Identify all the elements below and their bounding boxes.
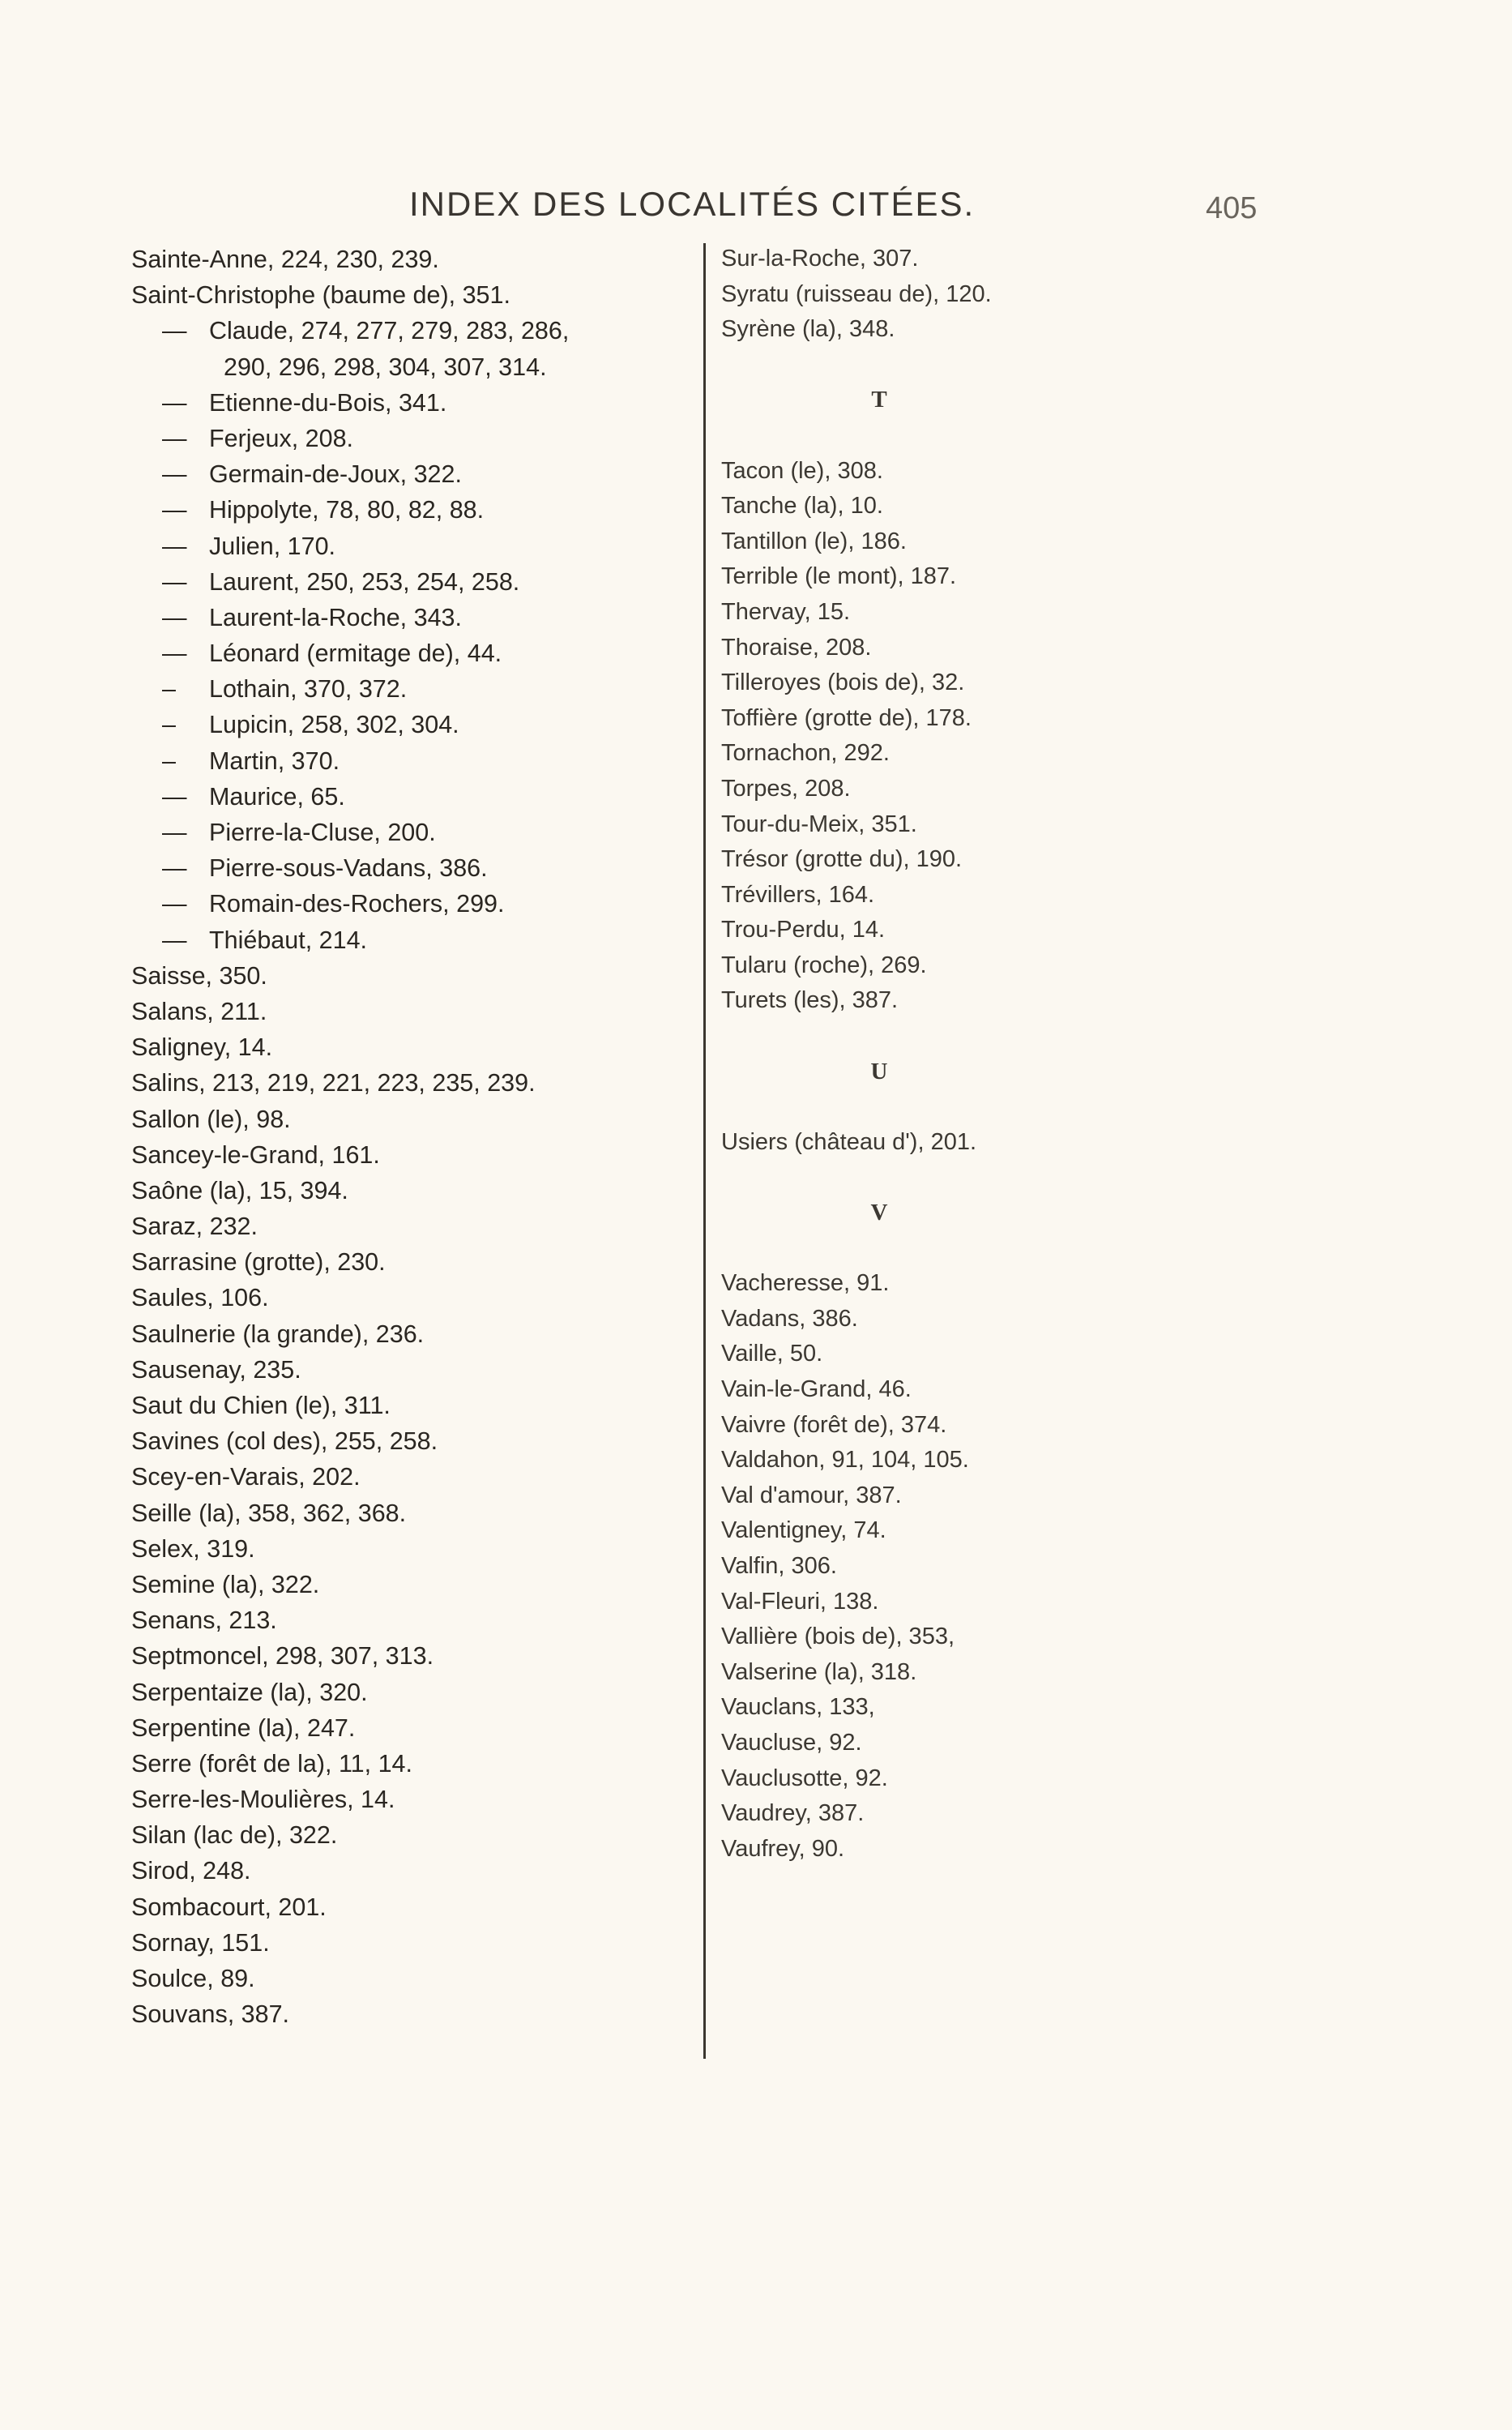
- ditto-dash: —: [162, 890, 187, 918]
- index-entry: Serpentine (la), 247.: [131, 1713, 356, 1742]
- index-entry: Sainte-Anne, 224, 230, 239.: [131, 246, 439, 273]
- index-entry: Savines (col des), 255, 258.: [131, 1427, 438, 1456]
- index-entry: Terrible (le mont), 187.: [721, 563, 957, 590]
- index-subentry: [131, 743, 715, 779]
- index-entry: Sallon (le), 98.: [131, 1105, 291, 1133]
- index-entry: Seille (la), 358, 362, 368.: [131, 1499, 407, 1527]
- index-subentry-text: Julien, 170.: [209, 532, 335, 560]
- index-subentry-text: Lupicin, 258, 302, 304.: [209, 711, 459, 739]
- index-entry: Val-Fleuri, 138.: [721, 1588, 879, 1615]
- spacer: [721, 418, 1110, 454]
- section-letter: U: [870, 1058, 888, 1085]
- index-entry: Vain-le-Grand, 46.: [721, 1376, 912, 1402]
- index-subentry: [131, 707, 715, 742]
- ditto-dash: —: [162, 926, 187, 954]
- index-subentry: [131, 779, 715, 815]
- index-subentry: [131, 385, 715, 421]
- index-entry: Saulnerie (la grande), 236.: [131, 1320, 425, 1348]
- index-entry: Sur-la-Roche, 307.: [721, 246, 919, 272]
- index-entry: Tornachon, 292.: [721, 740, 890, 767]
- index-subentry-text: Léonard (ermitage de), 44.: [209, 640, 502, 668]
- index-subentry: [131, 635, 715, 671]
- index-entry: Souvans, 387.: [131, 2000, 290, 2029]
- index-subentry: [131, 850, 715, 886]
- index-entry: Soulce, 89.: [131, 1965, 255, 1992]
- index-subentry: [131, 922, 715, 958]
- index-subentry: [131, 313, 715, 349]
- index-entry: Sausenay, 235.: [131, 1355, 301, 1384]
- ditto-dash: —: [162, 496, 187, 524]
- index-entry: Trévillers, 164.: [721, 881, 875, 908]
- ditto-dash: —: [162, 782, 187, 811]
- index-entry: Septmoncel, 298, 307, 313.: [131, 1642, 434, 1671]
- index-subentry: [131, 492, 715, 528]
- index-entry: Serpentaize (la), 320.: [131, 1678, 368, 1706]
- index-entry: Syratu (ruisseau de), 120.: [721, 280, 992, 307]
- spacer: [721, 1160, 1110, 1196]
- index-entry: Trou-Perdu, 14.: [721, 917, 886, 943]
- ditto-dash: —: [162, 854, 187, 883]
- index-entry: Saint-Christophe (baume de), 351.: [131, 281, 510, 310]
- spacer: [721, 1089, 1110, 1125]
- index-entry: Saligney, 14.: [131, 1033, 273, 1062]
- index-subentry: [131, 564, 715, 600]
- index-entry: Tularu (roche), 269.: [721, 952, 927, 978]
- section-letter: V: [870, 1200, 888, 1226]
- section-letter: T: [871, 387, 887, 413]
- index-subentry: [131, 886, 715, 922]
- index-entry: Saut du Chien (le), 311.: [131, 1392, 391, 1419]
- index-subentry: [131, 600, 715, 635]
- index-entry: Scey-en-Varais, 202.: [131, 1463, 361, 1491]
- ditto-dash: —: [162, 388, 187, 417]
- index-entry: Trésor (grotte du), 190.: [721, 846, 963, 873]
- ditto-dash: –: [162, 747, 176, 775]
- index-column-right: [721, 242, 1110, 1867]
- index-entry: Salins, 213, 219, 221, 223, 235, 239.: [131, 1069, 536, 1097]
- ditto-dash: —: [162, 567, 187, 596]
- ditto-dash: —: [162, 424, 187, 452]
- index-subentry-text: Martin, 370.: [209, 747, 340, 775]
- index-subentry-text: Hippolyte, 78, 80, 82, 88.: [209, 496, 485, 524]
- index-entry: Vauclusotte, 92.: [721, 1765, 888, 1791]
- index-entry-continuation: 290, 296, 298, 304, 307, 314.: [224, 353, 547, 381]
- index-entry: Vauclans, 133,: [721, 1694, 875, 1721]
- index-entry: Selex, 319.: [131, 1534, 255, 1563]
- index-subentry-text: Pierre-la-Cluse, 200.: [209, 819, 436, 846]
- column-divider: [703, 243, 706, 2059]
- index-subentry: [131, 456, 715, 492]
- index-entry: Valserine (la), 318.: [721, 1658, 917, 1685]
- index-entry: Val d'amour, 387.: [721, 1482, 902, 1508]
- index-entry: Usiers (château d'), 201.: [721, 1128, 977, 1155]
- index-entry: Saône (la), 15, 394.: [131, 1176, 348, 1204]
- ditto-dash: —: [162, 640, 187, 668]
- index-entry: Valfin, 306.: [721, 1552, 837, 1579]
- index-entry: Tour-du-Meix, 351.: [721, 811, 917, 837]
- index-entry: Turets (les), 387.: [721, 987, 899, 1014]
- index-entry: Tacon (le), 308.: [721, 457, 883, 484]
- index-entry: Thoraise, 208.: [721, 634, 872, 661]
- ditto-dash: —: [162, 603, 187, 631]
- index-entry: Serre (forêt de la), 11, 14.: [131, 1749, 412, 1778]
- index-subentry-text: Romain-des-Rochers, 299.: [209, 890, 505, 918]
- ditto-dash: —: [162, 532, 187, 560]
- spacer: [721, 348, 1110, 383]
- index-entry: Sombacourt, 201.: [131, 1893, 327, 1921]
- index-entry: Vaufrey, 90.: [721, 1835, 845, 1862]
- index-entry: Saraz, 232.: [131, 1213, 258, 1241]
- index-entry: Toffière (grotte de), 178.: [721, 704, 972, 731]
- index-entry: Tanche (la), 10.: [721, 493, 883, 520]
- spacer: [721, 1231, 1110, 1267]
- index-entry: Vaudrey, 387.: [721, 1800, 865, 1827]
- index-subentry: [131, 421, 715, 456]
- index-entry: Vaivre (forêt de), 374.: [721, 1411, 947, 1438]
- index-entry: Valdahon, 91, 104, 105.: [721, 1447, 969, 1474]
- index-entry: Saules, 106.: [131, 1284, 269, 1312]
- index-entry: Senans, 213.: [131, 1606, 277, 1635]
- index-subentry: [131, 815, 715, 850]
- index-subentry-text: Etienne-du-Bois, 341.: [209, 388, 447, 417]
- index-subentry: [131, 671, 715, 707]
- index-subentry-text: Thiébaut, 214.: [209, 926, 368, 954]
- index-entry: Sirod, 248.: [131, 1857, 251, 1885]
- index-subentry-text: Germain-de-Joux, 322.: [209, 460, 462, 489]
- page-title: INDEX DES LOCALITÉS CITÉES.: [409, 185, 976, 223]
- index-entry: Vallière (bois de), 353,: [721, 1624, 955, 1650]
- index-column-left: [131, 242, 715, 2032]
- index-entry: Thervay, 15.: [721, 598, 851, 625]
- index-entry: Tilleroyes (bois de), 32.: [721, 670, 965, 696]
- index-entry: Syrène (la), 348.: [721, 316, 895, 343]
- index-subentry-text: Maurice, 65.: [209, 782, 345, 811]
- index-entry: Sancey-le-Grand, 161.: [131, 1140, 380, 1169]
- index-subentry-text: Lothain, 370, 372.: [209, 675, 408, 704]
- ditto-dash: –: [162, 711, 176, 739]
- ditto-dash: —: [162, 460, 187, 489]
- index-entry: Serre-les-Moulières, 14.: [131, 1786, 395, 1814]
- index-subentry: [131, 528, 715, 564]
- index-entry: Sarrasine (grotte), 230.: [131, 1248, 386, 1277]
- index-entry: Vaucluse, 92.: [721, 1729, 862, 1756]
- index-entry: Valentigney, 74.: [721, 1517, 886, 1544]
- index-entry: Vaille, 50.: [721, 1341, 823, 1367]
- index-entry: Torpes, 208.: [721, 775, 851, 802]
- index-entry: Semine (la), 322.: [131, 1570, 320, 1598]
- index-subentry-text: Laurent, 250, 253, 254, 258.: [209, 567, 520, 596]
- index-entry: Sornay, 151.: [131, 1928, 270, 1957]
- ditto-dash: —: [162, 819, 187, 846]
- spacer: [721, 1019, 1110, 1055]
- index-subentry-text: Ferjeux, 208.: [209, 424, 354, 452]
- index-entry: Tantillon (le), 186.: [721, 528, 907, 554]
- ditto-dash: —: [162, 317, 187, 345]
- index-entry: Saisse, 350.: [131, 961, 267, 990]
- index-subentry-text: Pierre-sous-Vadans, 386.: [209, 854, 488, 883]
- index-entry: Vadans, 386.: [721, 1305, 858, 1332]
- index-subentry-text: Laurent-la-Roche, 343.: [209, 603, 462, 631]
- page-number: 405: [1206, 191, 1258, 225]
- index-entry: Silan (lac de), 322.: [131, 1821, 338, 1850]
- index-entry: Vacheresse, 91.: [721, 1270, 890, 1297]
- ditto-dash: –: [162, 675, 176, 704]
- index-entry: Salans, 211.: [131, 997, 267, 1025]
- index-subentry-text: Claude, 274, 277, 279, 283, 286,: [209, 317, 570, 345]
